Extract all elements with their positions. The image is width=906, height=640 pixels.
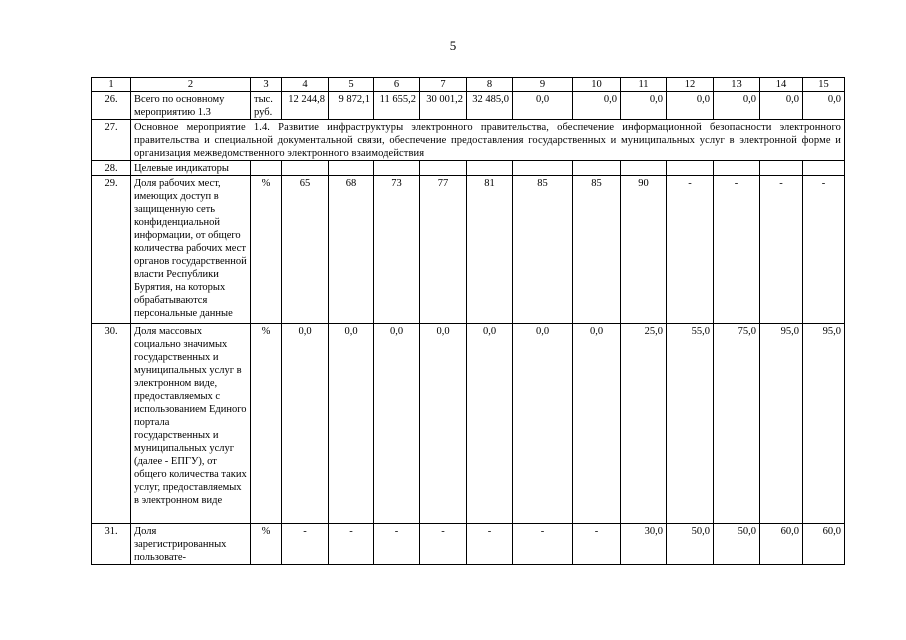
value-cell: 0,0: [513, 92, 573, 120]
row-unit: %: [251, 524, 282, 565]
indicators-table: [91, 77, 845, 565]
row-number: 27.: [92, 120, 131, 161]
value-cell: 95,0: [803, 324, 845, 524]
value-cell: 30,0: [621, 524, 667, 565]
empty-cell: [667, 161, 714, 176]
row-name: Всего по основному мероприятию 1.3: [131, 92, 251, 120]
value-cell: 55,0: [667, 324, 714, 524]
value-cell: -: [467, 524, 513, 565]
empty-cell: [760, 161, 803, 176]
value-cell: 9 872,1: [329, 92, 374, 120]
row-number: 28.: [92, 161, 131, 176]
header-cell: 8: [467, 78, 513, 92]
value-cell: -: [714, 176, 760, 324]
empty-cell: [513, 161, 573, 176]
value-cell: 90: [621, 176, 667, 324]
empty-cell: [420, 161, 467, 176]
value-cell: 0,0: [667, 92, 714, 120]
value-cell: 11 655,2: [374, 92, 420, 120]
empty-cell: [467, 161, 513, 176]
value-cell: 68: [329, 176, 374, 324]
value-cell: -: [282, 524, 329, 565]
row-unit: %: [251, 324, 282, 524]
value-cell: 0,0: [467, 324, 513, 524]
header-cell: 1: [92, 78, 131, 92]
table-row: [92, 161, 845, 176]
table-row: [92, 524, 845, 565]
value-cell: 0,0: [714, 92, 760, 120]
header-cell: 15: [803, 78, 845, 92]
row-name: Доля зарегистрированных пользовате-: [131, 524, 251, 565]
header-cell: 3: [251, 78, 282, 92]
header-cell: 5: [329, 78, 374, 92]
value-cell: -: [420, 524, 467, 565]
row-name: Целевые индикаторы: [131, 161, 251, 176]
page-number: 5: [449, 38, 457, 53]
empty-cell: [329, 161, 374, 176]
row-number: 31.: [92, 524, 131, 565]
value-cell: 12 244,8: [282, 92, 329, 120]
value-cell: 30 001,2: [420, 92, 467, 120]
header-cell: 9: [513, 78, 573, 92]
header-cell: 11: [621, 78, 667, 92]
header-cell: 7: [420, 78, 467, 92]
value-cell: 0,0: [573, 324, 621, 524]
value-cell: -: [573, 524, 621, 565]
value-cell: 73: [374, 176, 420, 324]
value-cell: 0,0: [621, 92, 667, 120]
value-cell: 25,0: [621, 324, 667, 524]
value-cell: 81: [467, 176, 513, 324]
header-cell: 2: [131, 78, 251, 92]
value-cell: 0,0: [420, 324, 467, 524]
table-row: [92, 92, 845, 120]
activity-description: Основное мероприятие 1.4. Развитие инфраструктуры электронного правительства, обеспечение информационной безопасности электронного правительства и специальной документальной связи, обеспечение предоставления государственных и муниципальных услуг в электронной форме и организация межведомственного электронного взаимодействия: [131, 120, 845, 161]
row-number: 30.: [92, 324, 131, 524]
header-cell: 13: [714, 78, 760, 92]
value-cell: 32 485,0: [467, 92, 513, 120]
value-cell: 77: [420, 176, 467, 324]
row-number: 26.: [92, 92, 131, 120]
value-cell: 0,0: [374, 324, 420, 524]
table-row: [92, 176, 845, 324]
empty-cell: [573, 161, 621, 176]
value-cell: -: [513, 524, 573, 565]
empty-cell: [714, 161, 760, 176]
value-cell: 0,0: [573, 92, 621, 120]
header-cell: 12: [667, 78, 714, 92]
table-header-row: [92, 78, 845, 92]
value-cell: -: [760, 176, 803, 324]
row-name: Доля рабочих мест, имеющих доступ в защищенную сеть конфиденциальной информации, от общего количества рабочих мест органов государственной власти Республики Бурятия, на которых обрабатываются персональные данные: [131, 176, 251, 324]
value-cell: 50,0: [667, 524, 714, 565]
row-unit: %: [251, 176, 282, 324]
value-cell: 85: [513, 176, 573, 324]
value-cell: -: [374, 524, 420, 565]
value-cell: 60,0: [803, 524, 845, 565]
value-cell: 0,0: [282, 324, 329, 524]
header-cell: 6: [374, 78, 420, 92]
value-cell: 0,0: [803, 92, 845, 120]
empty-cell: [374, 161, 420, 176]
value-cell: -: [667, 176, 714, 324]
value-cell: 0,0: [329, 324, 374, 524]
value-cell: 60,0: [760, 524, 803, 565]
empty-cell: [251, 161, 282, 176]
empty-cell: [803, 161, 845, 176]
value-cell: 95,0: [760, 324, 803, 524]
row-unit: тыс. руб.: [251, 92, 282, 120]
value-cell: -: [803, 176, 845, 324]
row-name: Доля массовых социально значимых государственных и муниципальных услуг в электронном виде, предоставляемых с использованием Единого портала государственных и муниципальных услуг (далее - ЕПГУ), от общего количества таких услуг, предоставляемых в электронном виде: [131, 324, 251, 524]
empty-cell: [282, 161, 329, 176]
header-cell: 14: [760, 78, 803, 92]
value-cell: 0,0: [513, 324, 573, 524]
table-row: [92, 324, 845, 524]
empty-cell: [621, 161, 667, 176]
row-number: 29.: [92, 176, 131, 324]
value-cell: 75,0: [714, 324, 760, 524]
table-row: [92, 120, 845, 161]
value-cell: 0,0: [760, 92, 803, 120]
value-cell: 50,0: [714, 524, 760, 565]
value-cell: 85: [573, 176, 621, 324]
header-cell: 4: [282, 78, 329, 92]
value-cell: -: [329, 524, 374, 565]
header-cell: 10: [573, 78, 621, 92]
value-cell: 65: [282, 176, 329, 324]
